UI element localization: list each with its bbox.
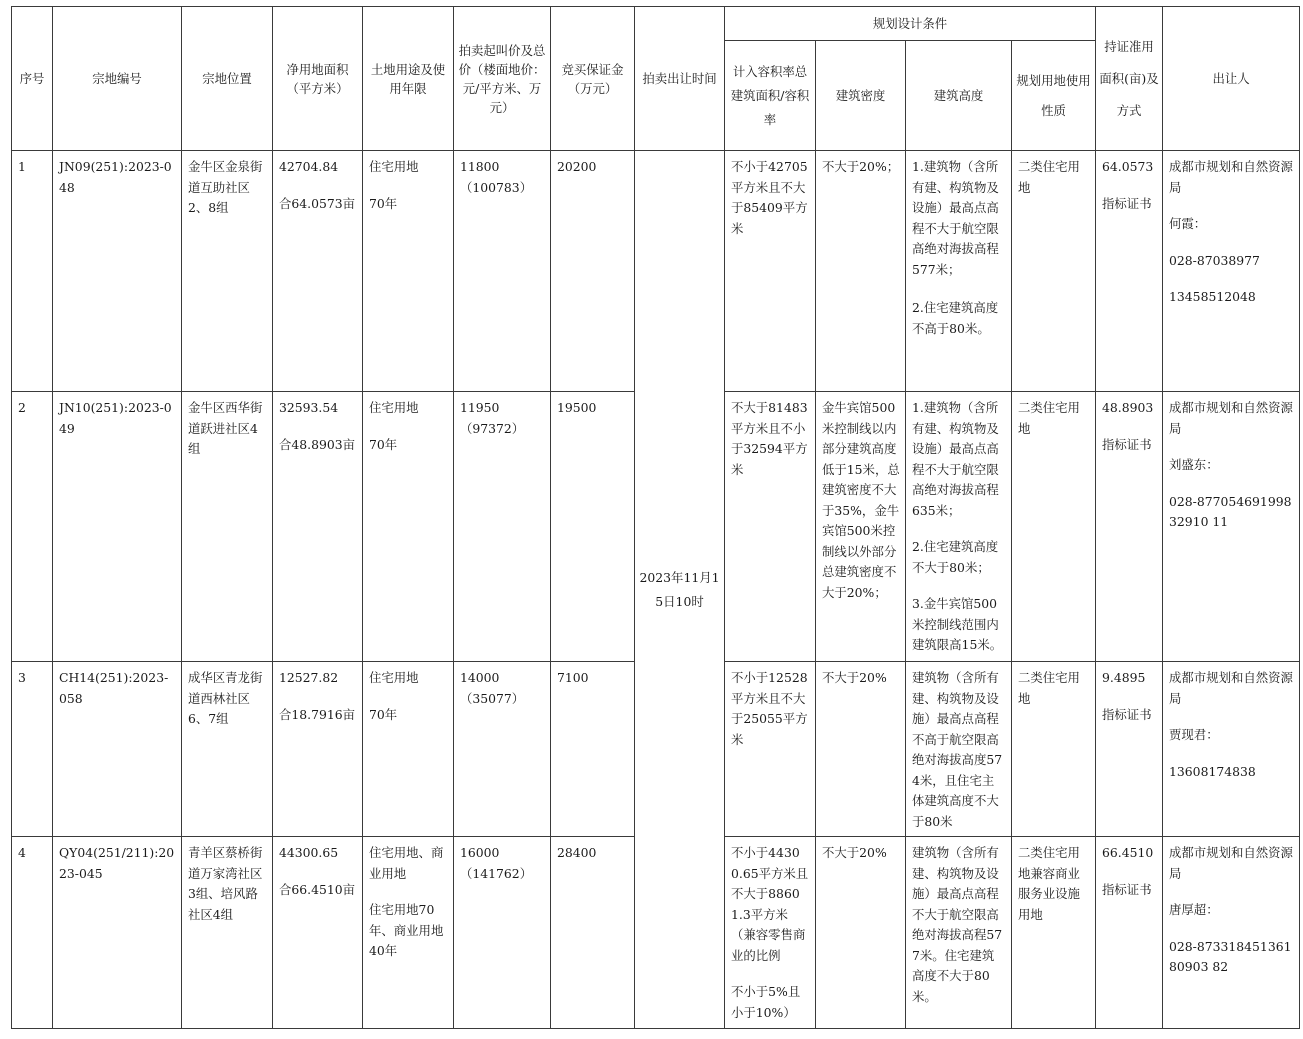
- total-price: （141762）: [460, 865, 533, 881]
- cell-density: 金牛宾馆500米控制线以内部分建筑高度低于15米，总建筑密度不大于35%，金牛宾馆500米控制线以外部分总建筑密度不大于20%；: [816, 392, 906, 662]
- land-term: 70年: [369, 706, 398, 722]
- cell-land-use: [363, 662, 454, 837]
- grantor-phone: 028-87331845136180903 82: [1169, 938, 1292, 974]
- grantor-contact: 刘盛东：: [1169, 457, 1219, 472]
- cert-area: 64.0573: [1102, 159, 1154, 174]
- cell-start-price: [454, 837, 551, 1029]
- height-clause-1: 1.建筑物（含所有建、构筑物及设施）最高点高程不大于航空限高绝对海拔高程635米；: [912, 400, 999, 518]
- cell-deposit: 20200: [551, 151, 635, 392]
- cell-deposit: 28400: [551, 837, 635, 1029]
- cell-certificate: [1096, 662, 1163, 837]
- cell-start-price: [454, 662, 551, 837]
- cell-net-area: [273, 392, 363, 662]
- cell-seq: 4: [12, 837, 53, 1029]
- grantor-phone: 028-87705469199832910 11: [1169, 493, 1292, 529]
- land-term: 70年: [369, 436, 398, 452]
- cell-location: 成华区青龙街道西林社区6、7组: [182, 662, 273, 837]
- header-seq: 序号: [12, 7, 53, 151]
- cell-plan-use: 二类住宅用地: [1012, 392, 1096, 662]
- cell-land-use: [363, 392, 454, 662]
- cell-grantor: [1163, 151, 1300, 392]
- cell-seq: 3: [12, 662, 53, 837]
- area-sqm: 12527.82: [279, 670, 339, 685]
- grantor-name: 成都市规划和自然资源局: [1169, 670, 1293, 706]
- land-term: 住宅用地70年、商业用地40年: [369, 902, 444, 958]
- header-auction-time: 拍卖出让时间: [635, 7, 725, 151]
- header-parcel-no: 宗地编号: [53, 7, 182, 151]
- cert-area: 66.4510: [1102, 845, 1154, 860]
- cell-plan-use: 二类住宅用地: [1012, 151, 1096, 392]
- header-grantor: 出让人: [1163, 7, 1300, 151]
- cert-area: 9.4895: [1102, 670, 1146, 685]
- cell-land-use: [363, 151, 454, 392]
- grantor-name: 成都市规划和自然资源局: [1169, 845, 1293, 881]
- grantor-phone-2: 13458512048: [1169, 289, 1256, 304]
- area-sqm: 42704.84: [279, 159, 339, 174]
- cell-seq: 1: [12, 151, 53, 392]
- cell-parcel-no: JN10(251):2023-049: [53, 392, 182, 662]
- cell-deposit: 19500: [551, 392, 635, 662]
- unit-price: 16000: [460, 845, 500, 860]
- cell-grantor: [1163, 392, 1300, 662]
- header-height: 建筑高度: [906, 41, 1012, 151]
- cell-density: 不大于20%: [816, 837, 906, 1029]
- cell-far: 不大于81483平方米且不小于32594平方米: [725, 392, 816, 662]
- unit-price: 14000: [460, 670, 500, 685]
- total-price: （97372）: [460, 420, 525, 436]
- cell-parcel-no: JN09(251):2023-048: [53, 151, 182, 392]
- cell-certificate: [1096, 837, 1163, 1029]
- cell-height: 建筑物（含所有建、构筑物及设施）最高点高程不高于航空限高绝对海拔高度574米，且住宅主体建筑高度不大于80米: [906, 662, 1012, 837]
- land-term: 70年: [369, 195, 398, 211]
- header-plan-use: 规划用地使用性质: [1012, 41, 1096, 151]
- grantor-phone: 028-87038977: [1169, 252, 1260, 268]
- height-clause-2: 2.住宅建筑高度不高于80米。: [912, 300, 999, 336]
- header-certificate: 持证准用面积(亩)及方式: [1096, 7, 1163, 151]
- header-location: 宗地位置: [182, 7, 273, 151]
- cell-start-price: [454, 392, 551, 662]
- height-clause-2: 2.住宅建筑高度不大于80米；: [912, 539, 999, 575]
- cell-height: [906, 151, 1012, 392]
- grantor-contact: 何霞：: [1169, 216, 1207, 231]
- land-use: 住宅用地: [369, 400, 419, 415]
- total-price: （35077）: [460, 690, 525, 706]
- header-planning-group: 规划设计条件: [725, 7, 1096, 41]
- land-use: 住宅用地: [369, 670, 419, 685]
- land-use: 住宅用地: [369, 159, 419, 174]
- cert-method: 指标证书: [1102, 195, 1152, 211]
- grantor-name: 成都市规划和自然资源局: [1169, 400, 1293, 436]
- cell-land-use: [363, 837, 454, 1029]
- grantor-contact: 唐厚超：: [1169, 902, 1219, 917]
- header-row-1: [12, 7, 1300, 41]
- cell-location: 青羊区蔡桥街道万家湾社区3组、培风路社区4组: [182, 837, 273, 1029]
- header-deposit: 竞买保证金（万元）: [551, 7, 635, 151]
- cell-location: 金牛区西华街道跃进社区4组: [182, 392, 273, 662]
- cert-method: 指标证书: [1102, 706, 1152, 722]
- cell-net-area: [273, 837, 363, 1029]
- header-start-price: 拍卖起叫价及总价（楼面地价：元/平方米、万元）: [454, 7, 551, 151]
- cell-seq: 2: [12, 392, 53, 662]
- cert-area: 48.8903: [1102, 400, 1154, 415]
- land-use: 住宅用地、商业用地: [369, 845, 444, 881]
- cell-plan-use: 二类住宅用地: [1012, 662, 1096, 837]
- cell-net-area: [273, 151, 363, 392]
- cert-method: 指标证书: [1102, 881, 1152, 897]
- header-net-area: 净用地面积（平方米）: [273, 7, 363, 151]
- area-mu: 合48.8903亩: [279, 436, 356, 452]
- total-price: （100783）: [460, 179, 533, 195]
- land-auction-table: [11, 6, 1300, 1029]
- cell-plan-use: 二类住宅用地兼容商业服务业设施用地: [1012, 837, 1096, 1029]
- cell-start-price: [454, 151, 551, 392]
- cell-certificate: [1096, 151, 1163, 392]
- cell-net-area: [273, 662, 363, 837]
- cell-parcel-no: QY04(251/211):2023-045: [53, 837, 182, 1029]
- cell-density: 不大于20%；: [816, 151, 906, 392]
- area-sqm: 44300.65: [279, 845, 339, 860]
- area-mu: 合66.4510亩: [279, 881, 356, 897]
- unit-price: 11800: [460, 159, 500, 174]
- cell-auction-time: 2023年11月15日10时: [635, 151, 725, 1029]
- grantor-name: 成都市规划和自然资源局: [1169, 159, 1293, 195]
- grantor-phone: 13608174838: [1169, 763, 1256, 779]
- cell-density: 不大于20%: [816, 662, 906, 837]
- area-mu: 合18.7916亩: [279, 706, 356, 722]
- cell-location: 金牛区金泉街道互助社区2、8组: [182, 151, 273, 392]
- area-mu: 合64.0573亩: [279, 195, 356, 211]
- cell-parcel-no: CH14(251):2023-058: [53, 662, 182, 837]
- cell-grantor: [1163, 662, 1300, 837]
- cell-height: [906, 392, 1012, 662]
- far-clause-1: 不小于44300.65平方米且不大于88601.3平方米（兼容零售商业的比例: [731, 845, 809, 963]
- grantor-contact: 贾现君：: [1169, 727, 1219, 742]
- cell-far: 不小于42705平方米且不大于85409平方米: [725, 151, 816, 392]
- header-far: 计入容积率总建筑面积/容积率: [725, 41, 816, 151]
- table-row: [12, 151, 1300, 392]
- cell-far: 不小于12528平方米且不大于25055平方米: [725, 662, 816, 837]
- header-land-use: 土地用途及使用年限: [363, 7, 454, 151]
- cell-deposit: 7100: [551, 662, 635, 837]
- height-clause-3: 3.金牛宾馆500米控制线范围内建筑限高15米。: [912, 596, 1003, 652]
- area-sqm: 32593.54: [279, 400, 339, 415]
- far-clause-2: 不小于5%且小于10%）: [731, 984, 801, 1020]
- unit-price: 11950: [460, 400, 500, 415]
- cell-far: [725, 837, 816, 1029]
- cert-method: 指标证书: [1102, 436, 1152, 452]
- header-density: 建筑密度: [816, 41, 906, 151]
- cell-height: 建筑物（含所有建、构筑物及设施）最高点高程不大于航空限高绝对海拔高程577米。住宅建筑高度不大于80米。: [906, 837, 1012, 1029]
- cell-grantor: [1163, 837, 1300, 1029]
- height-clause-1: 1.建筑物（含所有建、构筑物及设施）最高点高程不大于航空限高绝对海拔高程577米；: [912, 159, 999, 277]
- cell-certificate: [1096, 392, 1163, 662]
